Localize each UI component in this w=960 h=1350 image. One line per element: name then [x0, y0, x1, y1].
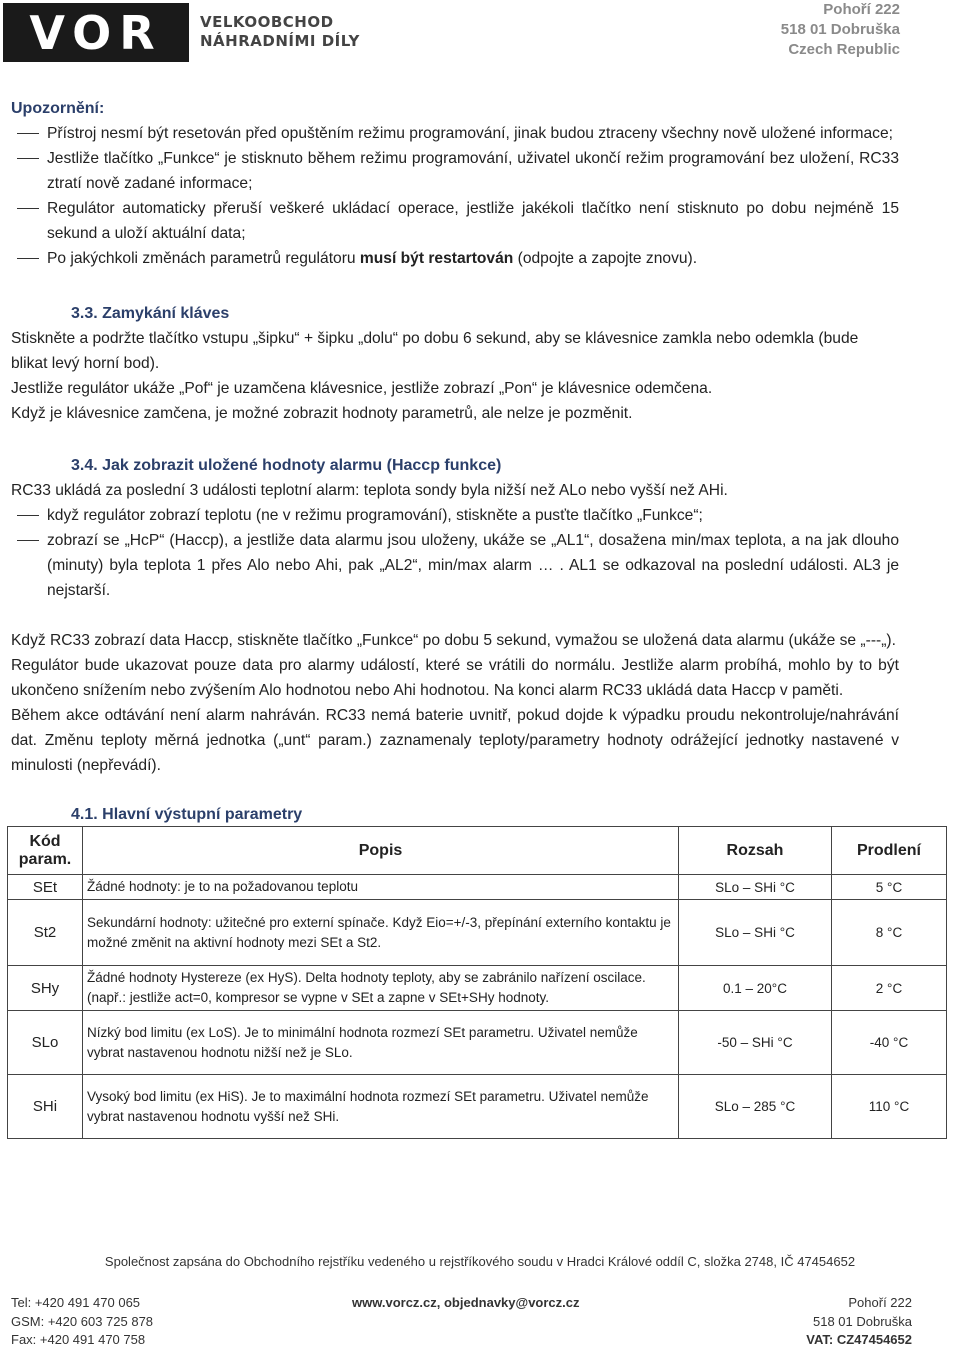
cell-range: 0.1 – 20°C	[679, 966, 832, 1011]
cell-range: -50 – SHi °C	[679, 1011, 832, 1075]
section-34-title: 3.4. Jak zobrazit uložené hodnoty alarmu (Haccp funkce)	[71, 457, 502, 474]
cell-code: SEt	[8, 875, 83, 900]
cell-default: -40 °C	[832, 1011, 947, 1075]
logo-subtitle	[200, 13, 360, 51]
warning-item-restart	[11, 246, 899, 271]
logo-text: VOR	[29, 5, 163, 60]
cell-default: 8 °C	[832, 900, 947, 966]
parameters-table	[7, 826, 947, 1139]
company-registration: Společnost zapsána do Obchodního rejstříku vedeného u rejstříkového soudu v Hradci Králové oddíl C, složka 2748, IČ 47454652	[104, 1254, 856, 1269]
section-34-list	[11, 503, 899, 603]
footer-tel: Tel: +420 491 470 065	[11, 1295, 141, 1310]
footer-web[interactable]	[352, 1294, 580, 1313]
cell-description: Vysoký bod limitu (ex HiS). Je to maximální hodnota rozmezí SEt parametru. Uživatel nemůže vybrat nastavenou hodnotu vyšší než SHi.	[83, 1075, 679, 1139]
section-33-title: 3.3. Zamykání kláves	[71, 305, 230, 322]
section-33-paragraph: Když je klávesnice zamčena, je možné zobrazit hodnoty parametrů, ale nelze je pozměnit.	[11, 405, 633, 422]
footer-contacts	[11, 1294, 153, 1350]
address-country: Czech Republic	[788, 41, 900, 58]
restart-text-a: Po jakýchkoli změnách parametrů regulátoru	[47, 250, 360, 267]
section-33-paragraph: Stiskněte a podržte tlačítko vstupu „šipku“ + šipku „dolu“ po dobu 6 sekund, aby se klávesnice zamkla nebo odemkla (bude blikat levý horní bod).	[11, 330, 859, 372]
warning-item: Jestliže tlačítko „Funkce“ je stisknuto během režimu programování, uživatel ukončí režim programování bez uložení, RC33 ztratí nově zadané informace;	[11, 146, 899, 196]
address-street: Pohoří 222	[823, 1, 900, 18]
address-city: 518 01 Dobruška	[780, 21, 900, 38]
logo-subtitle-line-1: VELKOOBCHOD	[200, 13, 334, 31]
table-row	[8, 875, 947, 900]
page-header	[0, 0, 960, 96]
footer-fax: Fax: +420 491 470 758	[11, 1332, 146, 1347]
cell-code: SHi	[8, 1075, 83, 1139]
table-row	[8, 966, 947, 1011]
cell-description: Nízký bod limitu (ex LoS). Je to minimální hodnota rozmezí SEt parametru. Uživatel nemůže vybrat nastavenou hodnotu nižší než je SLo.	[83, 1011, 679, 1075]
cell-description: Žádné hodnoty Hystereze (ex HyS). Delta hodnoty teploty, aby se zabránilo nařízení oscilace. (např.: jestliže act=0, kompresor se vypne v SEt a zapne v SEt+SHy hodnoty.	[83, 966, 679, 1011]
cell-code: SLo	[8, 1011, 83, 1075]
col-header-code: Kód param.	[8, 827, 83, 875]
col-header-description: Popis	[83, 827, 679, 875]
cell-code: SHy	[8, 966, 83, 1011]
table-row	[8, 1011, 947, 1075]
table-header-row	[8, 827, 947, 875]
table-row	[8, 1075, 947, 1139]
warning-item: Regulátor automaticky přeruší veškeré ukládací operace, jestliže jakékoli tlačítko není stisknuto po dobu nejméně 15 sekund a uloží aktuální data;	[11, 196, 899, 246]
warning-item: Přístroj nesmí být resetován před opuštěním režimu programování, jinak budou ztraceny všechny nově uložené informace;	[11, 121, 899, 146]
header-address	[781, 0, 900, 60]
section-33-paragraph: Jestliže regulátor ukáže „Pof“ je uzamčena klávesnice, jestliže zobrazí „Pon“ je klávesnice odemčena.	[11, 380, 713, 397]
logo-subtitle-line-2: NÁHRADNÍMI DÍLY	[200, 32, 360, 50]
section-34-paragraph: Regulátor bude ukazovat pouze data pro alarmy událostí, které se vrátili do normálu. Jestliže alarm probíhá, mohlo by to být ukončeno snížením nebo zvýšením Alo hodnotou nebo Ahi hodnotou. Na konci alarm RC33 ukládá data Haccp v paměti.	[11, 657, 899, 699]
section-34-paragraph: Během akce odtávání není alarm nahráván. RC33 nemá baterie uvnitř, pokud dojde k výpadku proudu nekontroluje/nahrávání dat. Změnu teploty měrná jednotka („unt“ param.) zaznamenaly teploty/parametry hodnoty odrážející jednotky nastavené v minulosti (nepřevádí).	[11, 707, 899, 774]
footer-address	[806, 1294, 912, 1350]
footer-gsm: GSM: +420 603 725 878	[11, 1313, 154, 1329]
cell-code: St2	[8, 900, 83, 966]
cell-range: SLo – SHi °C	[679, 900, 832, 966]
cell-range: SLo – 285 °C	[679, 1075, 832, 1139]
footer-addr-city: 518 01 Dobruška	[812, 1313, 912, 1329]
section-34-item: když regulátor zobrazí teplotu (ne v režimu programování), stiskněte a pusťte tlačítko „Funkce“;	[11, 503, 899, 528]
cell-description: Žádné hodnoty: je to na požadovanou teplotu	[83, 875, 679, 900]
cell-default: 110 °C	[832, 1075, 947, 1139]
warning-list	[11, 121, 899, 271]
col-header-range: Rozsah	[679, 827, 832, 875]
cell-range: SLo – SHi °C	[679, 875, 832, 900]
restart-text-bold: musí být restartován	[359, 250, 514, 267]
document-body	[11, 97, 921, 1139]
table-row	[8, 900, 947, 966]
cell-default: 2 °C	[832, 966, 947, 1011]
footer-web-link[interactable]: www.vorcz.cz, objednavky@vorcz.cz	[352, 1295, 580, 1310]
section-34-intro: RC33 ukládá za poslední 3 události teplotní alarm: teplota sondy byla nižší než ALo nebo vyšší než AHi.	[11, 482, 728, 499]
cell-default: 5 °C	[832, 875, 947, 900]
cell-description: Sekundární hodnoty: užitečné pro externí spínače. Když Eio=+/-3, přepínání externího kontaktu je možné změnit na aktivní hodnoty mezi SEt a St2.	[83, 900, 679, 966]
warning-title: Upozornění:	[11, 100, 105, 117]
section-41-title: 4.1. Hlavní výstupní parametry	[71, 806, 303, 823]
footer-addr-street: Pohoří 222	[848, 1295, 912, 1310]
restart-text-b: (odpojte a zapojte znovu).	[513, 250, 698, 267]
section-34-paragraph: Když RC33 zobrazí data Haccp, stiskněte tlačítko „Funkce“ po dobu 5 sekund, vymažou se uložená data alarmu (ukáže se „---„).	[11, 632, 896, 649]
col-header-default: Prodlení	[832, 827, 947, 875]
footer-vat: VAT: CZ47454652	[806, 1332, 912, 1347]
vor-logo	[3, 3, 189, 62]
section-34-item: zobrazí se „HcP“ (Haccp), a jestliže data alarmu jsou uloženy, ukáže se „AL1“, dosažena min/max teplota, a na jak dlouho (minuty) byla teplota 1 přes Alo nebo Ahi, pak „AL2“, min/max alarm … . AL1 se odkazoval na poslední události. AL3 je nejstarší.	[11, 528, 899, 603]
